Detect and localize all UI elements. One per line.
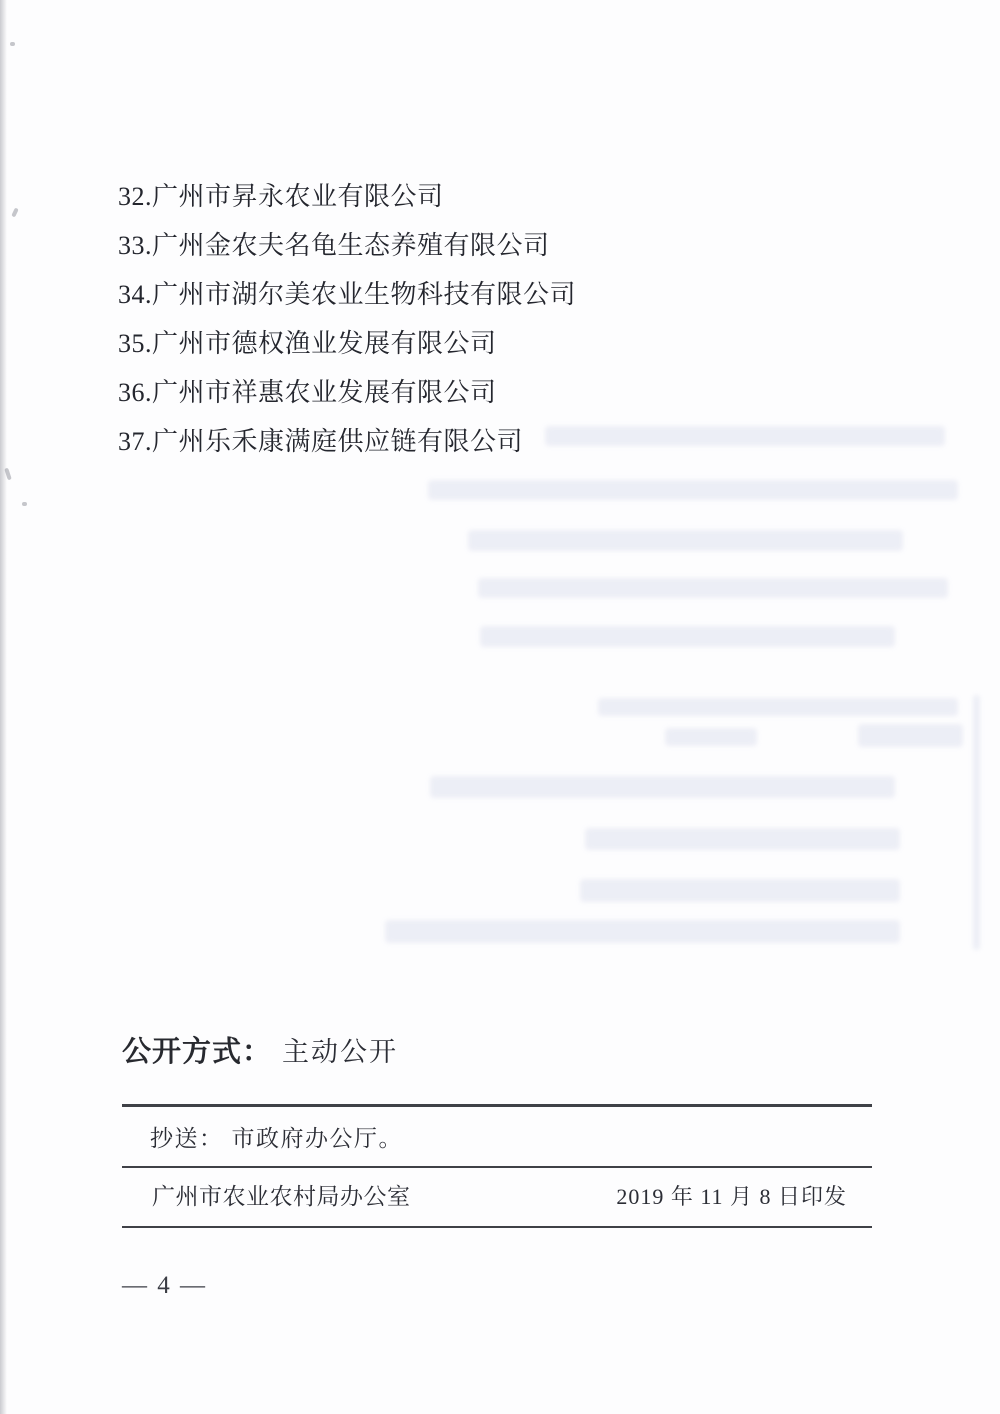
cc-value: 市政府办公厅。 [231,1126,403,1151]
bleedthrough-ghost [428,480,958,500]
list-item: 35.广州市德权渔业发展有限公司 [118,329,497,358]
divider-line-middle [122,1166,872,1168]
bleedthrough-ghost [545,426,945,446]
print-date: 2019 年 11 月 8 日印发 [616,1184,847,1209]
page-number: — 4 — [122,1272,207,1299]
list-item: 32.广州市昇永农业有限公司 [118,182,444,211]
list-item: 37.广州乐禾康满庭供应链有限公司 [118,427,524,456]
bleedthrough-ghost [480,626,895,647]
bleedthrough-ghost [468,530,903,551]
disclosure-method-value: 主动公开 [282,1037,399,1067]
scan-speck [10,42,15,46]
disclosure-method-row [122,1034,398,1075]
bleedthrough-ghost [430,776,895,798]
company-list [118,172,576,466]
bleedthrough-ghost [858,724,963,747]
disclosure-method-label: 公开方式： [122,1036,273,1068]
list-item: 36.广州市祥惠农业发展有限公司 [118,378,497,407]
bleedthrough-ghost [385,920,900,943]
issuing-office: 广州市农业农村局办公室 [152,1184,411,1209]
scan-edge-shading [0,0,7,1414]
bleedthrough-ghost [665,728,757,746]
bleedthrough-ghost [585,828,900,850]
scan-speck [11,208,18,218]
cc-row [150,1125,403,1152]
list-item: 33.广州金农夫名龟生态养殖有限公司 [118,231,550,260]
bleedthrough-ghost [973,695,980,950]
imprint-row [152,1183,847,1211]
list-item: 34.广州市湖尔美农业生物科技有限公司 [118,280,577,309]
bleedthrough-ghost [580,879,900,902]
scan-speck [22,502,27,506]
divider-line-top [122,1104,872,1107]
bleedthrough-ghost [598,698,958,716]
cc-label: 抄送： [150,1126,224,1151]
divider-line-bottom [122,1226,872,1228]
bleedthrough-ghost [478,578,948,598]
